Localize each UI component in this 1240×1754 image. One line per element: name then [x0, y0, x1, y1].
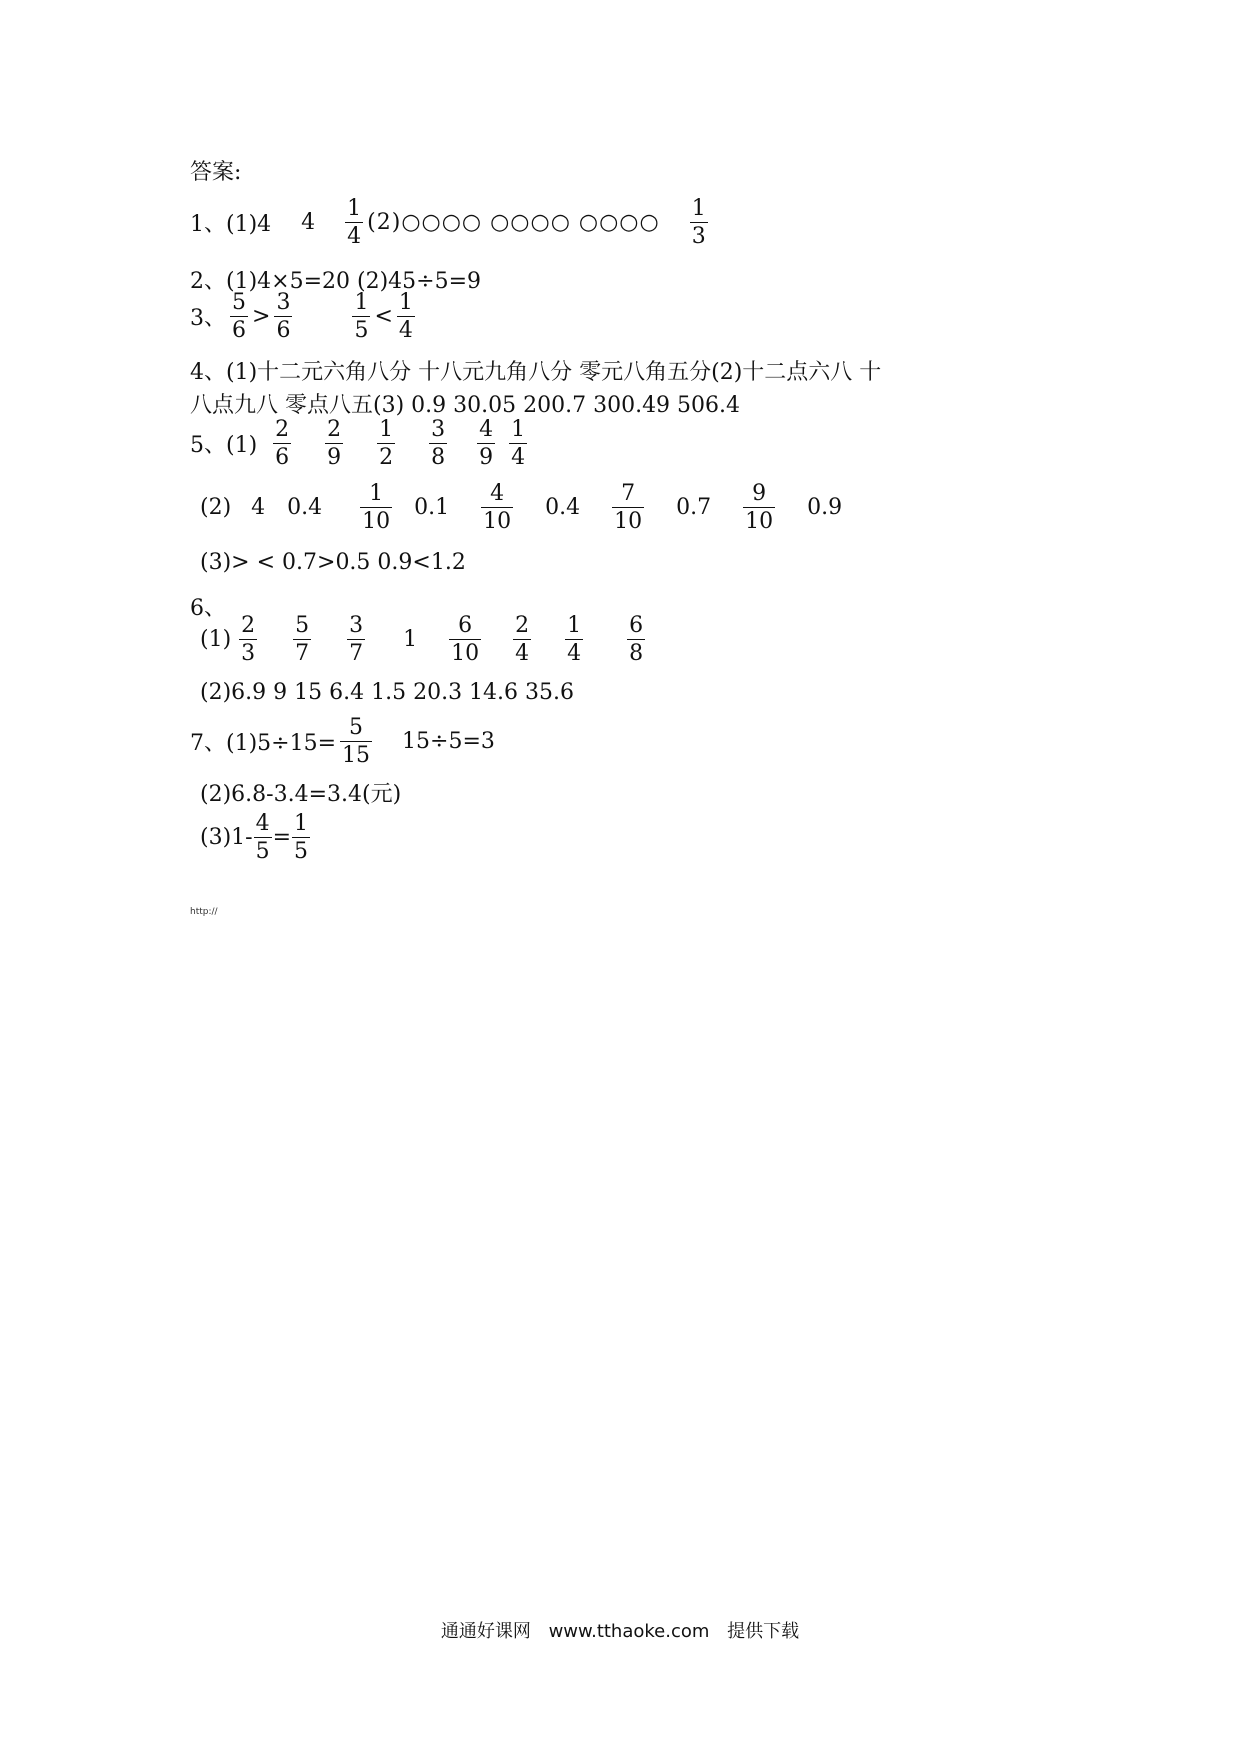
fraction: $\frac{7}{10}$ — [614, 480, 643, 534]
q7-part1: 7、(1)5÷15= — [190, 730, 337, 756]
equals: = — [272, 824, 292, 850]
answer-3 — [190, 287, 419, 345]
q4-text: 4、(1)十二元六角八分 十八元九角八分 零元八角五分(2)十二点六八 十 — [190, 359, 882, 385]
value: 0.7 — [676, 494, 712, 520]
answer-5-2 — [200, 478, 842, 536]
fraction: $\frac{1}{2}$ — [379, 416, 394, 470]
fraction: $\frac{2}{4}$ — [515, 612, 530, 666]
fraction: $\frac{1}{4}$ — [567, 612, 582, 666]
url-stub: http:// — [190, 907, 218, 917]
value: 4 — [251, 494, 266, 520]
answer-1 — [190, 194, 712, 250]
fraction: $\frac{5}{6}$ — [232, 289, 246, 343]
q3-op: < — [374, 303, 393, 329]
q3-op: > — [252, 303, 271, 329]
q1-circles: (2)○○○○ ○○○○ ○○○○ — [367, 209, 660, 235]
fraction: $\frac{2}{9}$ — [327, 416, 342, 470]
fraction: $\frac{5}{7}$ — [295, 612, 310, 666]
value: 0.1 — [414, 494, 450, 520]
q6-label: 6、 — [190, 595, 226, 621]
fraction: $\frac{6}{8}$ — [629, 612, 644, 666]
fraction: $\frac{1}{5}$ — [294, 810, 309, 864]
q6-part2: (2)6.9 9 15 6.4 1.5 20.3 14.6 35.6 — [200, 679, 575, 705]
fraction: $\frac{3}{8}$ — [431, 416, 446, 470]
fraction: $\frac{3}{7}$ — [349, 612, 364, 666]
answer-7-3 — [200, 808, 311, 866]
q2-text: 2、(1)4×5=20 (2)45÷5=9 — [190, 268, 482, 294]
fraction: $\frac{4}{10}$ — [483, 480, 512, 534]
q7-part2: (2)6.8-3.4=3.4(元) — [200, 781, 402, 807]
q6-label: (1) — [200, 626, 232, 652]
title-text: 答案: — [190, 159, 242, 185]
q7-part1b: 15÷5=3 — [402, 728, 495, 754]
q5-part3: (3)> < 0.7>0.5 0.9<1.2 — [200, 549, 466, 575]
answer-6-1 — [200, 610, 649, 668]
fraction: $\frac{1}{5}$ — [354, 289, 369, 343]
answer-5-1 — [190, 414, 531, 472]
fraction: $\frac{1}{10}$ — [362, 480, 391, 534]
answer-6-2 — [200, 670, 574, 714]
fraction: $\frac{1}{3}$ — [691, 195, 706, 249]
value: 1 — [403, 626, 418, 652]
footer-suffix: 提供下载 — [727, 1621, 800, 1642]
fraction: $\frac{6}{10}$ — [451, 612, 480, 666]
fraction: $\frac{2}{3}$ — [241, 612, 256, 666]
fraction: $\frac{4}{9}$ — [479, 416, 494, 470]
value: 0.9 — [807, 494, 843, 520]
fraction: $\frac{4}{5}$ — [255, 810, 270, 864]
footer-link[interactable]: www.tthaoke.com — [548, 1621, 710, 1642]
value: 0.4 — [287, 494, 323, 520]
footer-brand: 通通好课网 — [440, 1621, 531, 1642]
q1-part1: 1、(1)4 — [190, 211, 272, 237]
q7-part3: (3)1- — [200, 824, 253, 850]
q1-value: 4 — [301, 209, 316, 235]
q5-label: (2) — [200, 494, 232, 520]
footer — [0, 1617, 1240, 1643]
q5-label: 5、(1) — [190, 432, 258, 458]
value: 0.4 — [545, 494, 581, 520]
answer-5-3 — [200, 540, 466, 584]
fraction: $\frac{5}{15}$ — [342, 714, 371, 768]
fraction: $\frac{2}{6}$ — [275, 416, 290, 470]
fraction: $\frac{1}{4}$ — [398, 289, 413, 343]
fraction: $\frac{3}{6}$ — [276, 289, 291, 343]
fraction: $\frac{1}{4}$ — [347, 195, 362, 249]
fraction: $\frac{1}{4}$ — [511, 416, 526, 470]
q4-text: 八点九八 零点八五(3) 0.9 30.05 200.7 300.49 506.4 — [190, 392, 741, 418]
answer-7-1 — [190, 712, 495, 770]
answer-title — [190, 148, 241, 192]
fraction: $\frac{9}{10}$ — [745, 480, 774, 534]
q3-label: 3、 — [190, 305, 226, 331]
